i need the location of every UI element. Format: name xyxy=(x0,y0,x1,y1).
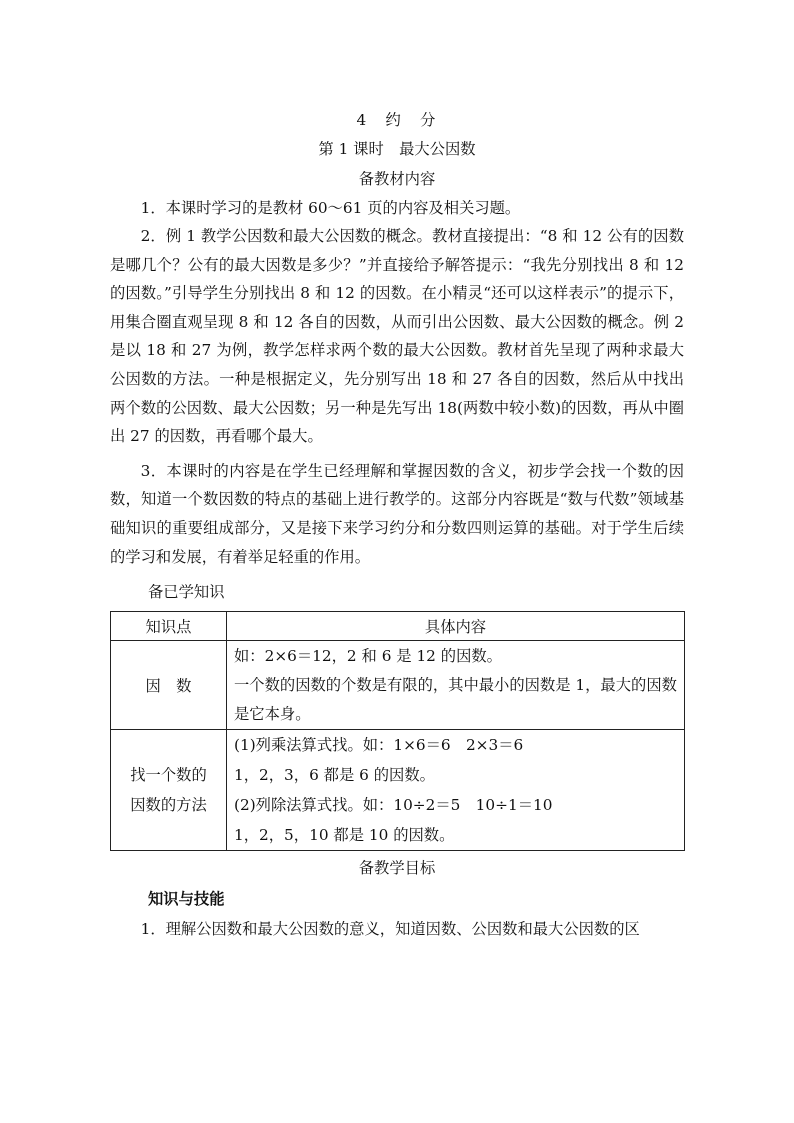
knowledge-point-cell xyxy=(111,730,227,851)
content-line: 一个数的因数的个数是有限的，其中最小的因数是 1，最大的因数是它本身。 xyxy=(234,676,677,724)
section-heading-teaching-content: 备教材内容 xyxy=(358,170,436,188)
content-line: 1，2，5，10 都是 10 的因数。 xyxy=(234,826,455,845)
knowledge-point-line: 因数的方法 xyxy=(130,796,207,815)
content-cell xyxy=(227,730,685,851)
table-row xyxy=(111,730,685,851)
subheading-knowledge-skills: 知识与技能 xyxy=(148,890,225,909)
objective-1: 1．理解公因数和最大公因数的意义，知道因数、公因数和最大公因数的区 xyxy=(140,920,640,939)
table-header-cell: 知识点 xyxy=(111,612,227,641)
table-header-row xyxy=(111,612,685,641)
knowledge-point-line: 找一个数的 xyxy=(130,766,207,785)
table-header-cell: 具体内容 xyxy=(227,612,685,641)
content-cell xyxy=(227,641,685,730)
lesson-title: 第 1 课时 最大公因数 xyxy=(318,140,476,158)
section-heading-prior-knowledge: 备已学知识 xyxy=(148,583,225,602)
paragraph-3: 3．本课时的内容是在学生已经理解和掌握因数的含义，初步学会找一个数的因数，知道一个数因数的特点的基础上进行教学的。这部分内容既是“数与代数”领域基础知识的重要组成部分，又是接下来学习约分和分数四则运算的基础。对于学生后续的学习和发展，有着举足轻重的作用。 xyxy=(110,461,684,566)
section-heading-teaching-goals: 备教学目标 xyxy=(358,859,436,878)
table-row xyxy=(111,641,685,730)
paragraph-2: 2．例 1 教学公因数和最大公因数的概念。教材直接提出：“8 和 12 公有的因数是哪几个？公有的最大因数是多少？”并直接给予解答提示：“我先分别找出 8 和 12 的因数。”引导学生分别找出 8 和 12 的因数。在小精灵“还可以这样表示”的提示下，用集合圈直观呈现 8 和 12 各自的因数，从而引出公因数、最大公因数的概念。例 2 是以 18 和 27 为例，教学怎样求两个数的最大公因数。教材首先呈现了两种求最大公因数的方法。一种是根据定义，先分别写出 18 和 27 各自的因数，然后从中找出两个数的公因数、最大公因数；另一种是先写出 18(两数中较小数)的因数，再从中圈出 27 的因数，再看哪个最大。 xyxy=(110,227,684,446)
knowledge-point-cell: 因 数 xyxy=(111,641,227,730)
knowledge-table xyxy=(110,611,685,851)
content-line: 如：2×6＝12，2 和 6 是 12 的因数。 xyxy=(234,647,502,666)
content-line: 1，2，3，6 都是 6 的因数。 xyxy=(234,766,435,785)
chapter-title: 4 约 分 xyxy=(356,111,438,129)
content-line: (1)列乘法算式找。如：1×6＝6 2×3＝6 xyxy=(234,736,524,755)
content-line: (2)列除法算式找。如：10÷2＝5 10÷1＝10 xyxy=(234,796,553,815)
paragraph-1: 1．本课时学习的是教材 60～61 页的内容及相关习题。 xyxy=(140,199,521,217)
document-page xyxy=(110,106,684,944)
